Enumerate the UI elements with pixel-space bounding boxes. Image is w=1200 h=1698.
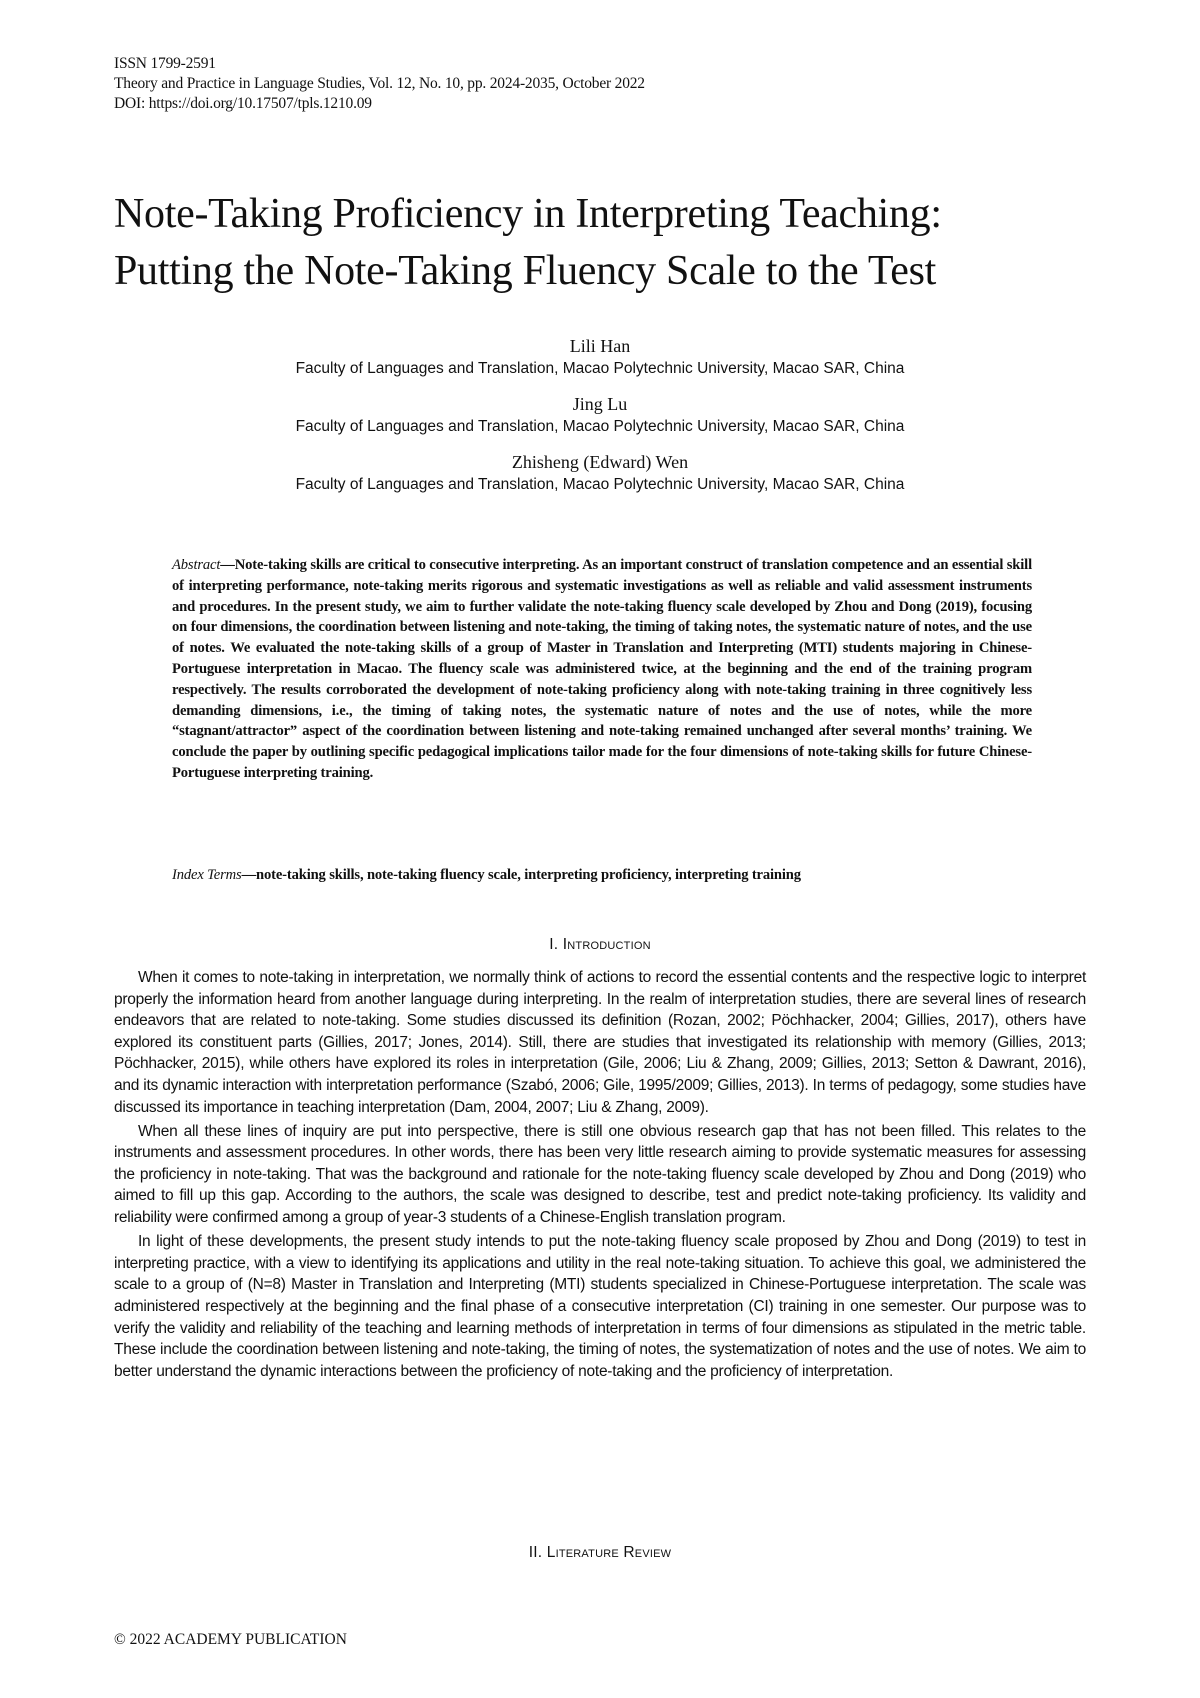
author-affiliation: Faculty of Languages and Translation, Macao Polytechnic University, Macao SAR, China — [295, 418, 905, 435]
copyright-footer: © 2022 ACADEMY PUBLICATION — [114, 1631, 347, 1648]
body-paragraph: In light of these developments, the present study intends to put the note-taking fluency scale proposed by Zhou and Dong (2019) to test in interpreting practice, with a view to identifying its applications and utility in the real note-taking situation. To achieve this goal, we administered the scale to a group of (N=8) Master in Translation and Interpreting (MTI) students specialized in Chinese-Portuguese interpretation. The scale was administered respectively at the beginning and the final phase of a consecutive interpretation (CI) training in one semester. Our purpose was to verify the validity and reliability of the teaching and learning methods of interpretation in terms of four dimensions as stipulated in the metric table. These include the coordination between listening and note-taking, the timing of notes, the systematization of notes and the use of notes. We aim to better understand the dynamic interactions between the proficiency of note-taking and the proficiency of interpretation. — [114, 1233, 1086, 1380]
body-paragraph: When all these lines of inquiry are put into perspective, there is still one obvious research gap that has not been filled. This relates to the instruments and assessment procedures. In other words, there has been very little research aiming to provide systematic measures for assessing the proficiency in note-taking. That was the background and rationale for the note-taking fluency scale developed by Zhou and Dong (2019) who aimed to fill up this gap. According to the authors, the scale was designed to describe, test and predict note-taking proficiency. Its validity and reliability were confirmed among a group of year-3 students of a Chinese-English translation program. — [114, 1122, 1086, 1227]
author-name: Zhisheng (Edward) Wen — [511, 452, 689, 472]
section-heading-introduction: I. Introduction — [549, 936, 651, 953]
author-list — [114, 335, 1086, 509]
doi: DOI: https://doi.org/10.17507/tpls.1210.09 — [114, 95, 372, 112]
index-terms-label: Index Terms — [172, 867, 242, 883]
section-heading-literature-review: II. Literature Review — [528, 1544, 672, 1561]
title-line-1: Note-Taking Proficiency in Interpreting Teaching: — [114, 191, 942, 237]
journal-citation: Theory and Practice in Language Studies, Vol. 12, No. 10, pp. 2024-2035, October 2022 — [114, 75, 645, 92]
index-terms — [172, 865, 1032, 886]
introduction-body — [114, 967, 1086, 1385]
author-name: Lili Han — [569, 336, 631, 356]
abstract-label: Abstract — [172, 557, 221, 573]
author-affiliation: Faculty of Languages and Translation, Macao Polytechnic University, Macao SAR, China — [295, 360, 905, 377]
issn: ISSN 1799-2591 — [114, 55, 216, 72]
abstract — [172, 555, 1032, 784]
body-paragraph: When it comes to note-taking in interpretation, we normally think of actions to record the essential contents and the respective logic to interpret properly the information heard from another language during interpreting. In the realm of interpretation studies, there are several lines of research endeavors that are related to note-taking. Some studies discussed its definition (Rozan, 2002; Pöchhacker, 2004; Gillies, 2017), others have explored its constituent parts (Gillies, 2017; Jones, 2014). Still, there are studies that investigated its relationship with memory (Gillies, 2013; Pöchhacker, 2015), while others have explored its roles in interpretation (Gile, 2006; Liu & Zhang, 2009; Gillies, 2013; Setton & Dawrant, 2016), and its dynamic interaction with interpretation performance (Szabó, 2006; Gile, 1995/2009; Gillies, 2013). In terms of pedagogy, some studies have discussed its importance in teaching interpretation (Dam, 2004, 2007; Liu & Zhang, 2009). — [114, 969, 1086, 1116]
index-terms-text: —note-taking skills, note-taking fluency scale, interpreting proficiency, interpreting training — [241, 867, 801, 883]
paper-title — [114, 186, 1094, 300]
author-block — [114, 335, 1086, 380]
author-block — [114, 393, 1086, 438]
abstract-text: —Note-taking skills are critical to consecutive interpreting. As an important construct of translation competence and an essential skill of interpreting performance, note-taking merits rigorous and systematic investigations as well as reliable and valid assessment instruments and procedures. In the present study, we aim to further validate the note-taking fluency scale developed by Zhou and Dong (2019), focusing on four dimensions, the coordination between listening and note-taking, the timing of taking notes, the systematic nature of notes, and the use of notes. We evaluated the note-taking skills of a group of Master in Translation and Interpreting (MTI) students majoring in Chinese-Portuguese interpretation in Macao. The fluency scale was administered twice, at the beginning and the end of the training program respectively. The results corroborated the development of note-taking proficiency along with note-taking training in three cognitively less demanding dimensions, i.e., the timing of taking notes, the systematic nature of notes and the use of notes, while the more “stagnant/attractor” aspect of the coordination between listening and note-taking remained unchanged after several months’ training. We conclude the paper by outlining specific pedagogical implications tailor made for the four dimensions of note-taking skills for future Chinese-Portuguese interpreting training. — [172, 557, 1032, 781]
author-name: Jing Lu — [572, 394, 628, 414]
title-line-2: Putting the Note-Taking Fluency Scale to the Test — [114, 248, 936, 294]
journal-header — [114, 54, 645, 114]
author-block — [114, 451, 1086, 496]
author-affiliation: Faculty of Languages and Translation, Macao Polytechnic University, Macao SAR, China — [295, 476, 905, 493]
